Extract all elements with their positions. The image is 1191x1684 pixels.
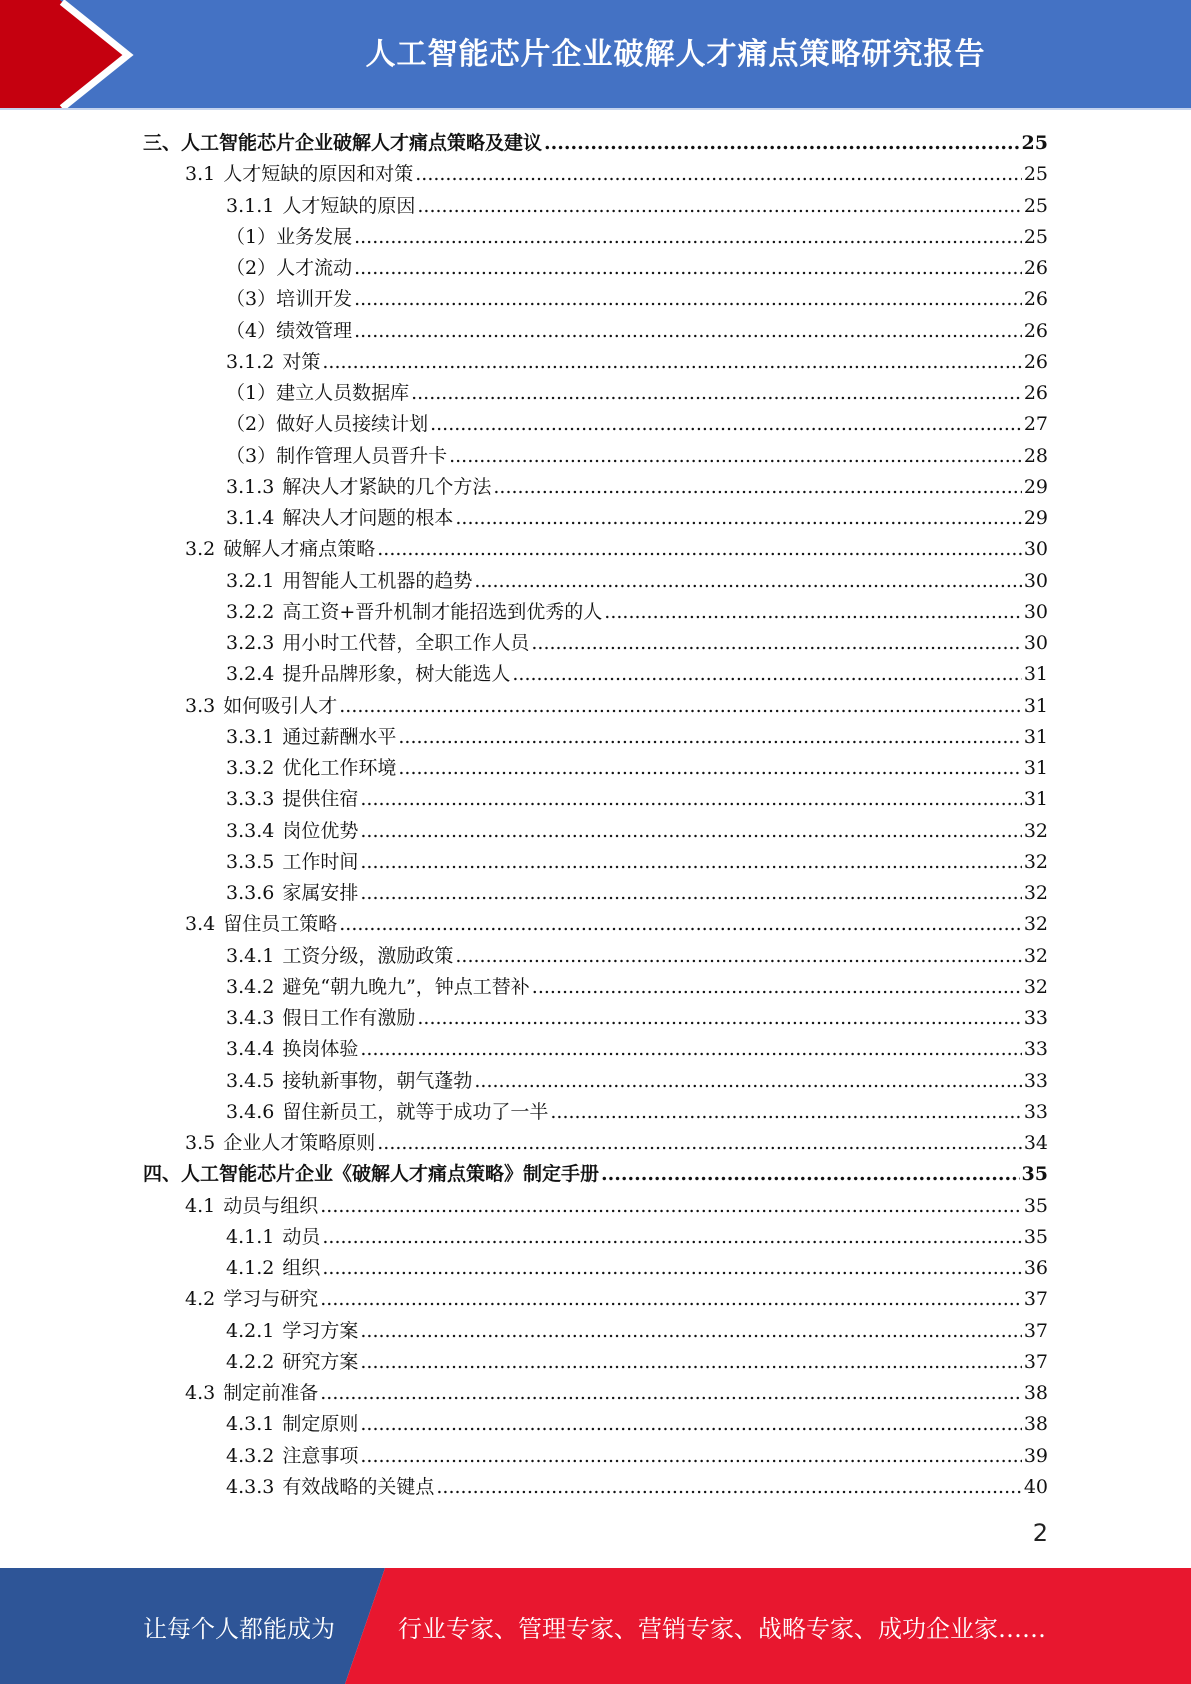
- toc-entry[interactable]: [143, 784, 1048, 815]
- toc-entry-title: 制定前准备: [223, 1382, 319, 1404]
- toc-entry-page: 32: [1023, 913, 1048, 936]
- toc-entry[interactable]: [143, 472, 1048, 503]
- toc-entry-page: 32: [1023, 850, 1048, 873]
- toc-entry-page: 33: [1023, 1069, 1048, 1092]
- toc-entry-title: 动员与组织: [223, 1194, 319, 1217]
- toc-dot-leader: [320, 1378, 1022, 1409]
- toc-entry-title: 用智能人工机器的趋势: [282, 569, 473, 592]
- toc-dot-leader: [339, 691, 1022, 722]
- toc-entry-number: 3.2: [185, 538, 216, 561]
- page-footer: [0, 1568, 1191, 1684]
- toc-dot-leader: [532, 972, 1022, 1003]
- toc-dot-leader: [417, 1003, 1021, 1034]
- toc-entry-title: 家属安排: [282, 882, 359, 904]
- toc-entry-number: 3.4.5: [226, 1069, 275, 1092]
- toc-entry-page: 40: [1023, 1475, 1048, 1498]
- toc-entry-title: 用小时工代替，全职工作人员: [282, 632, 530, 654]
- toc-entry-title: 动员: [282, 1225, 321, 1248]
- toc-entry-number: 3.2.3: [226, 632, 275, 654]
- toc-dot-leader: [320, 1191, 1022, 1222]
- toc-entry[interactable]: [143, 1066, 1048, 1097]
- toc-entry-page: 31: [1023, 663, 1048, 686]
- toc-entry-number: 4.2: [185, 1288, 216, 1311]
- toc-entry-page: 25: [1023, 163, 1048, 186]
- toc-entry-page: 26: [1023, 350, 1048, 373]
- toc-entry-number: 3.2.4: [226, 663, 275, 686]
- toc-entry-title: （3）制作管理人员晋升卡: [226, 444, 448, 467]
- toc-entry-title: 接轨新事物，朝气蓬勃: [282, 1069, 473, 1092]
- toc-dot-leader: [354, 253, 1022, 284]
- toc-entry-title: 高工资+晋升机制才能招选到优秀的人: [282, 600, 603, 623]
- report-title: 人工智能芯片企业破解人才痛点策略研究报告: [365, 37, 986, 72]
- toc-entry-number: 4.1.2: [226, 1257, 275, 1279]
- toc-dot-leader: [398, 753, 1021, 784]
- toc-entry[interactable]: [143, 1097, 1048, 1128]
- toc-entry-title: 解决人才紧缺的几个方法: [282, 475, 492, 498]
- toc-entry-page: 33: [1023, 1007, 1048, 1029]
- toc-entry-number: 4.3.2: [226, 1444, 275, 1467]
- toc-entry-page: 34: [1023, 1132, 1048, 1154]
- toc-entry[interactable]: [143, 691, 1048, 722]
- toc-entry[interactable]: [143, 253, 1048, 284]
- toc-dot-leader: [493, 472, 1021, 503]
- toc-dot-leader: [436, 1472, 1021, 1503]
- footer-slogan-left: 让每个人都能成为: [143, 1614, 335, 1643]
- toc-entry-title: 对策: [282, 350, 321, 373]
- toc-entry-title: 工作时间: [282, 850, 359, 873]
- toc-entry-title: 人才短缺的原因: [282, 194, 416, 217]
- toc-entry-title: （1）建立人员数据库: [226, 382, 410, 404]
- toc-entry-page: 26: [1023, 319, 1048, 342]
- toc-entry-title: （4）绩效管理: [226, 319, 353, 342]
- toc-entry-title: 提供住宿: [282, 788, 359, 811]
- toc-entry-page: 38: [1023, 1382, 1048, 1404]
- toc-entry-number: 3.2.2: [226, 600, 275, 623]
- toc-entry-title: （2）人才流动: [226, 257, 353, 279]
- toc-dot-leader: [360, 1409, 1021, 1440]
- toc-entry-page: 26: [1023, 382, 1048, 404]
- toc-dot-leader: [455, 503, 1021, 534]
- toc-entry[interactable]: [143, 1347, 1048, 1378]
- toc-entry-number: 4.2.1: [226, 1319, 275, 1342]
- toc-entry-number: 3.3.5: [226, 850, 275, 873]
- toc-entry-page: 33: [1023, 1038, 1048, 1061]
- toc-dot-leader: [360, 784, 1021, 815]
- toc-entry-page: 31: [1023, 694, 1048, 717]
- toc-dot-leader: [360, 1316, 1021, 1347]
- toc-entry-title: 有效战略的关键点: [282, 1475, 435, 1498]
- toc-entry-title: 四、人工智能芯片企业《破解人才痛点策略》制定手册: [143, 1163, 600, 1186]
- toc-dot-leader: [411, 378, 1022, 409]
- toc-dot-leader: [322, 1222, 1021, 1253]
- toc-entry[interactable]: [143, 972, 1048, 1003]
- toc-dot-leader: [354, 222, 1022, 253]
- toc-entry-title: 破解人才痛点策略: [223, 538, 376, 561]
- toc-entry-title: 解决人才问题的根本: [282, 507, 454, 529]
- toc-entry-page: 37: [1023, 1288, 1048, 1311]
- toc-dot-leader: [360, 1347, 1021, 1378]
- toc-entry-title: 优化工作环境: [282, 757, 397, 779]
- toc-entry-page: 38: [1023, 1413, 1048, 1436]
- toc-dot-leader: [320, 1284, 1022, 1315]
- toc-entry-title: 如何吸引人才: [223, 694, 338, 717]
- toc-dot-leader: [415, 159, 1022, 190]
- toc-entry[interactable]: [143, 1378, 1048, 1409]
- toc-entry-number: 4.3.1: [226, 1413, 275, 1436]
- toc-dot-leader: [601, 1159, 1020, 1190]
- toc-dot-leader: [398, 722, 1021, 753]
- toc-entry[interactable]: [143, 909, 1048, 940]
- toc-entry-number: 3.1.2: [226, 350, 275, 373]
- toc-entry-title: 注意事项: [282, 1444, 359, 1467]
- toc-entry[interactable]: [143, 222, 1048, 253]
- toc-entry-title: 留住员工策略: [223, 913, 338, 936]
- toc-entry-page: 35: [1021, 1163, 1048, 1186]
- toc-entry-number: 4.1: [185, 1194, 216, 1217]
- toc-entry-number: 3.1: [185, 163, 216, 186]
- toc-entry-page: 37: [1023, 1350, 1048, 1373]
- toc-entry[interactable]: [143, 1222, 1048, 1253]
- toc-entry-page: 32: [1023, 944, 1048, 967]
- toc-entry[interactable]: [143, 659, 1048, 690]
- toc-dot-leader: [360, 816, 1021, 847]
- toc-entry-title: 学习方案: [282, 1319, 359, 1342]
- toc-entry-page: 26: [1023, 288, 1048, 311]
- toc-entry[interactable]: [143, 1034, 1048, 1065]
- toc-entry-number: 3.3.2: [226, 757, 275, 779]
- toc-entry[interactable]: [143, 597, 1048, 628]
- toc-entry-page: 28: [1023, 444, 1048, 467]
- toc-dot-leader: [604, 597, 1022, 628]
- toc-entry-title: （2）做好人员接续计划: [226, 413, 429, 436]
- toc-entry-page: 39: [1023, 1444, 1048, 1467]
- toc-entry-page: 29: [1023, 507, 1048, 529]
- toc-entry-page: 36: [1023, 1257, 1048, 1279]
- toc-entry[interactable]: [143, 1003, 1048, 1034]
- toc-entry-number: 3.4: [185, 913, 216, 936]
- toc-entry-number: 4.3.3: [226, 1475, 275, 1498]
- toc-entry-page: 32: [1023, 819, 1048, 842]
- toc-entry-page: 30: [1023, 600, 1048, 623]
- toc-entry[interactable]: [143, 941, 1048, 972]
- toc-entry[interactable]: [143, 1284, 1048, 1315]
- toc-entry-title: 学习与研究: [223, 1288, 319, 1311]
- toc-entry-number: 3.4.4: [226, 1038, 275, 1061]
- toc-entry[interactable]: [143, 816, 1048, 847]
- toc-entry[interactable]: [143, 1472, 1048, 1503]
- toc-entry-number: 3.4.3: [226, 1007, 275, 1029]
- toc-entry[interactable]: [143, 1409, 1048, 1440]
- toc-entry-title: 研究方案: [282, 1350, 359, 1373]
- toc-entry-title: 企业人才策略原则: [223, 1132, 376, 1154]
- toc-entry-title: 提升品牌形象，树大能选人: [282, 663, 511, 686]
- toc-entry[interactable]: [143, 191, 1048, 222]
- toc-entry-number: 3.3.6: [226, 882, 275, 904]
- toc-entry-page: 33: [1023, 1100, 1048, 1123]
- toc-entry[interactable]: [143, 1191, 1048, 1222]
- toc-dot-leader: [377, 1128, 1022, 1159]
- toc-entry[interactable]: [143, 753, 1048, 784]
- toc-entry[interactable]: [143, 1441, 1048, 1472]
- toc-entry-title: 制定原则: [282, 1413, 359, 1436]
- toc-entry[interactable]: [143, 159, 1048, 190]
- toc-entry-number: 4.2.2: [226, 1350, 275, 1373]
- toc-dot-leader: [354, 316, 1022, 347]
- toc-dot-leader: [430, 409, 1022, 440]
- toc-entry-title: （3）培训开发: [226, 288, 353, 311]
- toc-entry-page: 30: [1023, 538, 1048, 561]
- toc-entry-title: 通过薪酬水平: [282, 725, 397, 748]
- toc-entry-page: 27: [1023, 413, 1048, 436]
- toc-entry-title: 工资分级，激励政策: [282, 944, 454, 967]
- toc-entry-page: 25: [1023, 225, 1048, 248]
- toc-entry-title: 留住新员工，就等于成功了一半: [282, 1100, 549, 1123]
- toc-dot-leader: [474, 1066, 1021, 1097]
- page-header: [0, 0, 1191, 110]
- toc-dot-leader: [377, 534, 1022, 565]
- toc-dot-leader: [360, 878, 1021, 909]
- toc-entry-page: 35: [1023, 1194, 1048, 1217]
- toc-entry-title: 人才短缺的原因和对策: [223, 163, 414, 186]
- toc-entry-number: 3.4.2: [226, 975, 275, 998]
- toc-entry[interactable]: [143, 1316, 1048, 1347]
- toc-entry-number: 3.5: [185, 1132, 216, 1154]
- toc-entry-page: 32: [1023, 882, 1048, 904]
- toc-entry-page: 31: [1023, 757, 1048, 779]
- toc-entry-number: 4.1.1: [226, 1225, 275, 1248]
- toc-dot-leader: [322, 347, 1021, 378]
- toc-entry[interactable]: [143, 1159, 1048, 1190]
- toc-entry[interactable]: [143, 722, 1048, 753]
- toc-entry-title: 三、人工智能芯片企业破解人才痛点策略及建议: [143, 132, 543, 154]
- toc-entry[interactable]: [143, 878, 1048, 909]
- toc-dot-leader: [339, 909, 1022, 940]
- toc-dot-leader: [544, 128, 1020, 159]
- toc-entry-number: 3.1.3: [226, 475, 275, 498]
- toc-entry[interactable]: [143, 409, 1048, 440]
- toc-entry-title: 换岗体验: [282, 1038, 359, 1061]
- toc-entry-title: （1）业务发展: [226, 225, 353, 248]
- toc-dot-leader: [360, 1034, 1021, 1065]
- toc-entry-page: 37: [1023, 1319, 1048, 1342]
- toc-entry-number: 3.3.1: [226, 725, 275, 748]
- toc-entry-page: 25: [1023, 194, 1048, 217]
- toc-entry-title: 避免“朝九晚九”，钟点工替补: [282, 975, 530, 998]
- toc-dot-leader: [531, 628, 1021, 659]
- toc-entry[interactable]: [143, 1128, 1048, 1159]
- toc-entry-page: 32: [1023, 975, 1048, 998]
- toc-entry-number: 3.4.6: [226, 1100, 275, 1123]
- toc-entry-page: 31: [1023, 788, 1048, 811]
- toc-entry[interactable]: [143, 628, 1048, 659]
- table-of-contents: [143, 128, 1048, 1503]
- toc-entry-number: 3.3.4: [226, 819, 275, 842]
- toc-entry-page: 26: [1023, 257, 1048, 279]
- toc-entry-title: 岗位优势: [282, 819, 359, 842]
- toc-entry-page: 29: [1023, 475, 1048, 498]
- toc-entry[interactable]: [143, 378, 1048, 409]
- toc-entry[interactable]: [143, 566, 1048, 597]
- toc-dot-leader: [360, 847, 1021, 878]
- toc-dot-leader: [322, 1253, 1021, 1284]
- toc-dot-leader: [474, 566, 1021, 597]
- toc-entry-number: 3.2.1: [226, 569, 275, 592]
- toc-dot-leader: [360, 1441, 1021, 1472]
- toc-entry[interactable]: [143, 316, 1048, 347]
- toc-entry-title: 假日工作有激励: [282, 1007, 416, 1029]
- footer-slogan-right: 行业专家、管理专家、营销专家、战略专家、成功企业家……: [398, 1614, 1046, 1643]
- toc-dot-leader: [417, 191, 1021, 222]
- toc-entry-page: 35: [1023, 1225, 1048, 1248]
- toc-entry-number: 3.3: [185, 694, 216, 717]
- toc-dot-leader: [455, 941, 1021, 972]
- toc-entry[interactable]: [143, 534, 1048, 565]
- toc-dot-leader: [550, 1097, 1021, 1128]
- toc-entry[interactable]: [143, 1253, 1048, 1284]
- toc-dot-leader: [449, 441, 1022, 472]
- toc-entry[interactable]: [143, 284, 1048, 315]
- toc-entry[interactable]: [143, 347, 1048, 378]
- toc-dot-leader: [512, 659, 1021, 690]
- toc-entry-page: 25: [1021, 132, 1048, 154]
- toc-entry[interactable]: [143, 503, 1048, 534]
- toc-dot-leader: [354, 284, 1022, 315]
- toc-entry-number: 3.1.1: [226, 194, 275, 217]
- toc-entry-number: 3.4.1: [226, 944, 275, 967]
- toc-entry-title: 组织: [282, 1257, 321, 1279]
- toc-entry[interactable]: [143, 441, 1048, 472]
- toc-entry-number: 3.3.3: [226, 788, 275, 811]
- toc-entry-page: 30: [1023, 632, 1048, 654]
- toc-entry-page: 31: [1023, 725, 1048, 748]
- toc-entry[interactable]: [143, 847, 1048, 878]
- toc-entry-page: 30: [1023, 569, 1048, 592]
- toc-entry[interactable]: [143, 128, 1048, 159]
- toc-entry-number: 4.3: [185, 1382, 216, 1404]
- toc-entry-number: 3.1.4: [226, 507, 275, 529]
- page-number: 2: [1032, 1519, 1048, 1547]
